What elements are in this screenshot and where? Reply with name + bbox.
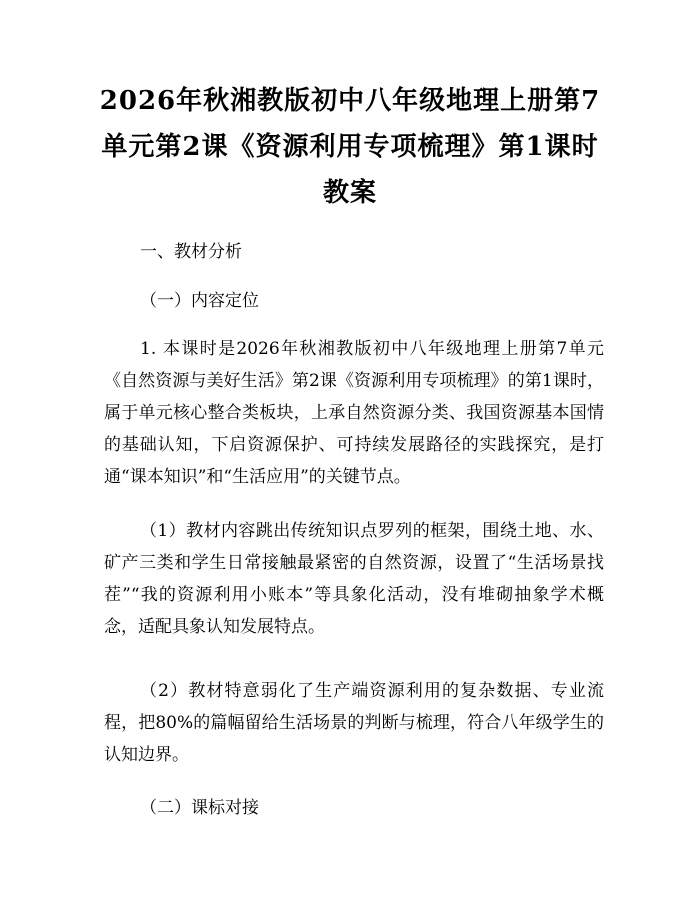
- paragraph-textbook-emphasis: （2）教材特意弱化了生产端资源利用的复杂数据、专业流程，把80%的篇幅留给生活场景的判断与梳理，符合八年级学生的认知边界。: [104, 681, 604, 765]
- subsection-heading-content-positioning: （一）内容定位: [140, 291, 259, 311]
- paragraph-lesson-positioning: 1. 本课时是2026年秋湘教版初中八年级地理上册第7单元《自然资源与美好生活》第2课《资源利用专项梳理》的第1课时，属于单元核心整合类板块，上承自然资源分类、我国资源基本国情的基础认知，下启资源保护、可持续发展路径的实践探究，是打通“课本知识”和“生活应用”的关键节点。: [104, 339, 604, 487]
- section-heading-textbook-analysis: 一、教材分析: [140, 242, 242, 262]
- subsection-heading-curriculum-alignment: （二）课标对接: [140, 798, 259, 818]
- paragraph-textbook-content: （1）教材内容跳出传统知识点罗列的框架，围绕土地、水、矿产三类和学生日常接触最紧密的自然资源，设置了“生活场景找茬”“我的资源利用小账本”等具象化活动，没有堆砌抽象学术概念，适配具象认知发展特点。: [104, 521, 604, 637]
- document-title: 2026年秋湘教版初中八年级地理上册第7单元第2课《资源利用专项梳理》第1课时教案: [99, 86, 601, 208]
